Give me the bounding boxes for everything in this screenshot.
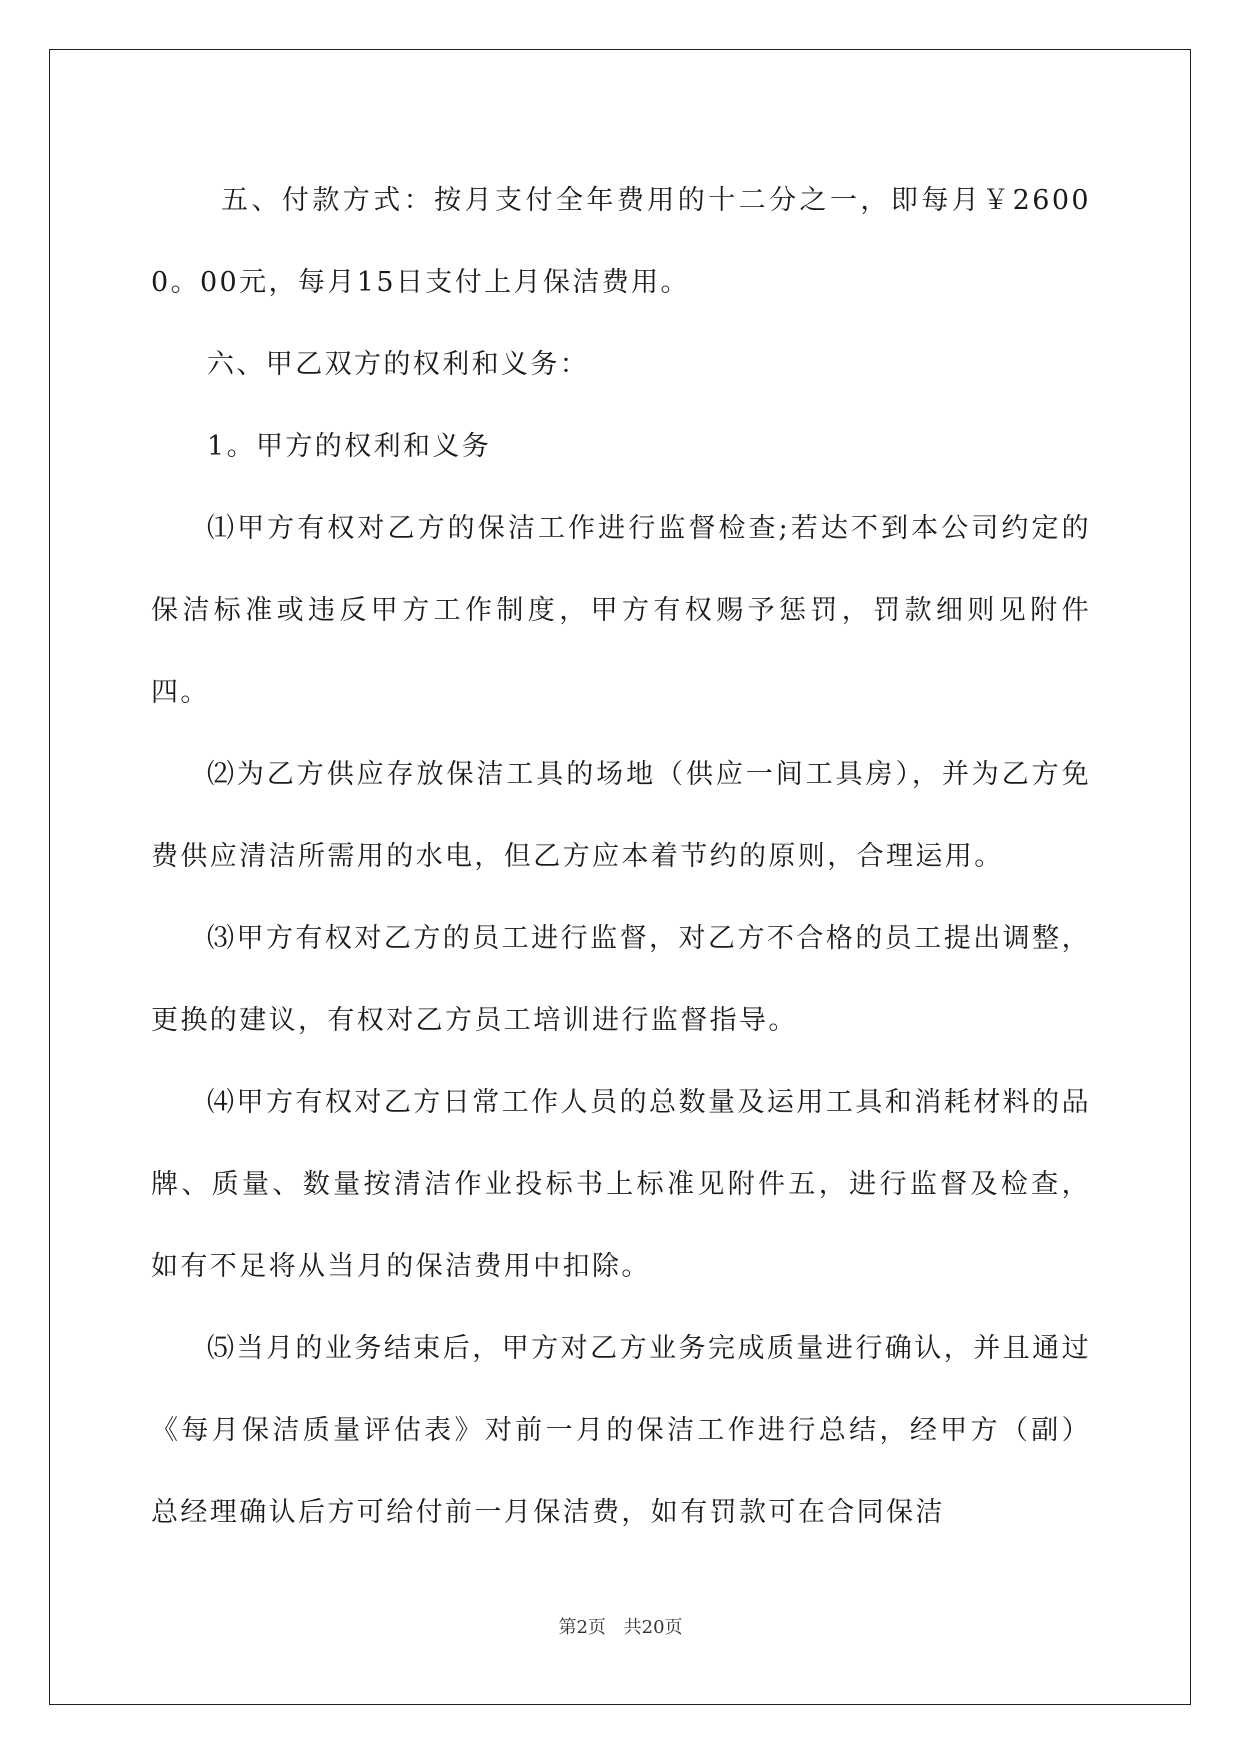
total-pages: 共20页 bbox=[623, 1617, 683, 1638]
paragraph-clause-2: ⑵为乙方供应存放保洁工具的场地（供应一间工具房），并为乙方免费供应清洁所需用的水电，但乙方应本着节约的原则，合理运用。 bbox=[151, 759, 1091, 872]
paragraph-clause-1: ⑴甲方有权对乙方的保洁工作进行监督检查;若达不到本公司约定的保洁标准或违反甲方工作制度，甲方有权赐予惩罚，罚款细则见附件四。 bbox=[151, 513, 1091, 708]
paragraph-rights-obligations-heading: 六、甲乙双方的权利和义务： bbox=[207, 349, 590, 380]
paragraph-clause-3: ⑶甲方有权对乙方的员工进行监督，对乙方不合格的员工提出调整，更换的建议，有权对乙方员工培训进行监督指导。 bbox=[151, 923, 1091, 1036]
paragraph-clause-4: ⑷甲方有权对乙方日常工作人员的总数量及运用工具和消耗材料的品牌、质量、数量按清洁作业投标书上标准见附件五，进行监督及检查，如有不足将从当月的保洁费用中扣除。 bbox=[151, 1087, 1091, 1282]
document-body bbox=[151, 160, 1091, 1554]
page-footer bbox=[0, 1613, 1241, 1639]
paragraph-party-a-heading: 1。甲方的权利和义务 bbox=[207, 431, 492, 462]
page-number: 第2页 bbox=[558, 1617, 606, 1638]
paragraph-payment-method: 五、付款方式：按月支付全年费用的十二分之一，即每月￥26000。00元，每月15日支付上月保洁费用。 bbox=[151, 185, 1091, 298]
paragraph-clause-5: ⑸当月的业务结束后，甲方对乙方业务完成质量进行确认，并且通过《每月保洁质量评估表》对前一月的保洁工作进行总结，经甲方（副）总经理确认后方可给付前一月保洁费，如有罚款可在合同保洁 bbox=[151, 1333, 1091, 1528]
